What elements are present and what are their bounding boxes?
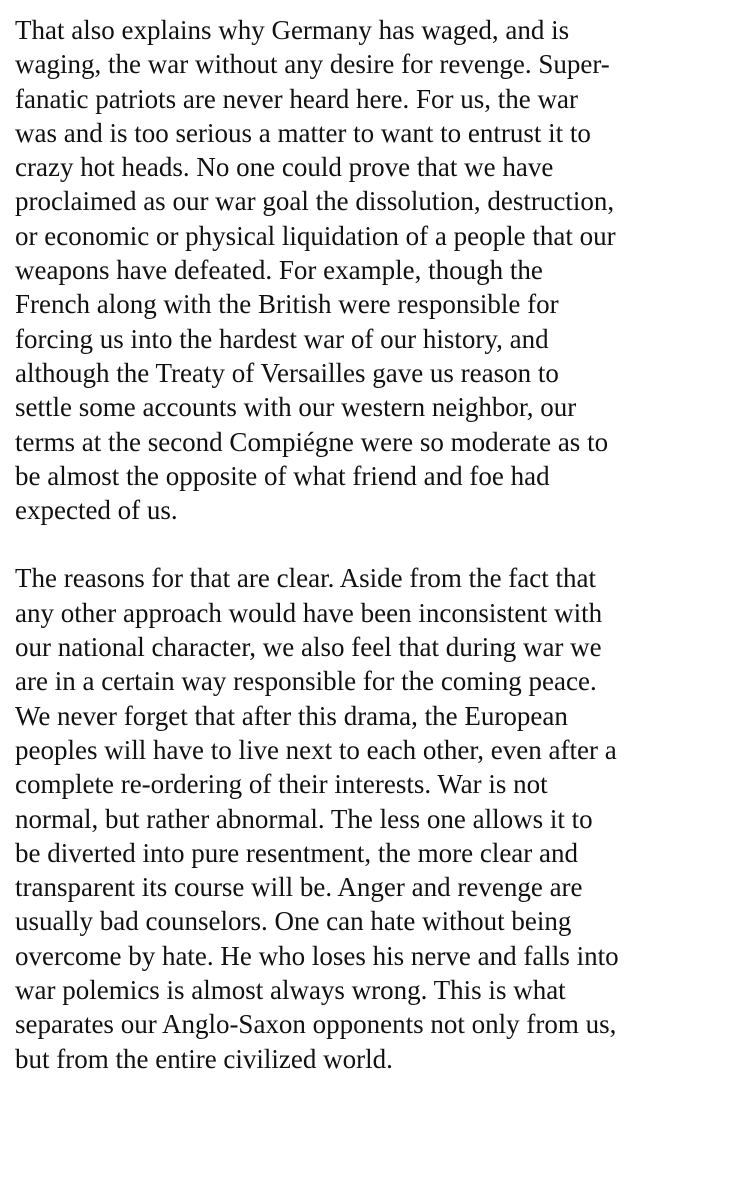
text-line: That also explains why Germany has waged, and is: [15, 15, 570, 45]
text-line: proclaimed as our war goal the dissolution, destruction,: [15, 186, 615, 217]
text-line: usually bad counselors. One can hate without being: [15, 906, 572, 937]
text-line: but from the entire civilized world.: [15, 1043, 393, 1074]
text-line: although the Treaty of Versailles gave us reason to: [15, 357, 559, 388]
text-line: terms at the second Compiégne were so moderate as to: [15, 426, 609, 457]
text-line: peoples will have to live next to each other, even after a: [15, 734, 617, 765]
text-line: any other approach would have been inconsistent with: [15, 597, 603, 628]
text-line: war polemics is almost always wrong. This is what: [15, 975, 566, 1006]
text-line: waging, the war without any desire for revenge. Super-: [15, 49, 610, 80]
text-line: fanatic patriots are never heard here. For us, the war: [15, 83, 578, 114]
text-line: transparent its course will be. Anger and revenge are: [15, 872, 583, 903]
text-line: The reasons for that are clear. Aside from the fact that: [15, 563, 597, 594]
text-line: We never forget that after this drama, the European: [15, 700, 568, 731]
text-line: are in a certain way responsible for the coming peace.: [15, 666, 597, 697]
text-line: be almost the opposite of what friend and foe had: [15, 460, 550, 491]
text-line: weapons have defeated. For example, though the: [15, 255, 543, 286]
text-line: normal, but rather abnormal. The less one allows it to: [15, 803, 593, 834]
text-line: was and is too serious a matter to want to entrust it to: [15, 117, 591, 148]
text-line: be diverted into pure resentment, the more clear and: [15, 837, 579, 868]
text-line: expected of us.: [15, 495, 178, 526]
text-line: separates our Anglo-Saxon opponents not only from us,: [15, 1009, 617, 1040]
text-line: overcome by hate. He who loses his nerve and falls into: [15, 940, 619, 971]
text-line: complete re-ordering of their interests. War is not: [15, 769, 548, 800]
paragraph-1: [15, 13, 721, 527]
text-line: crazy hot heads. No one could prove that we have: [15, 152, 554, 183]
text-line: forcing us into the hardest war of our history, and: [15, 323, 549, 354]
text-line: settle some accounts with our western neighbor, our: [15, 392, 577, 423]
paragraph-2: [15, 561, 721, 1075]
text-line: or economic or physical liquidation of a people that our: [15, 220, 616, 251]
text-line: French along with the British were responsible for: [15, 289, 559, 320]
text-line: our national character, we also feel that during war we: [15, 632, 602, 663]
